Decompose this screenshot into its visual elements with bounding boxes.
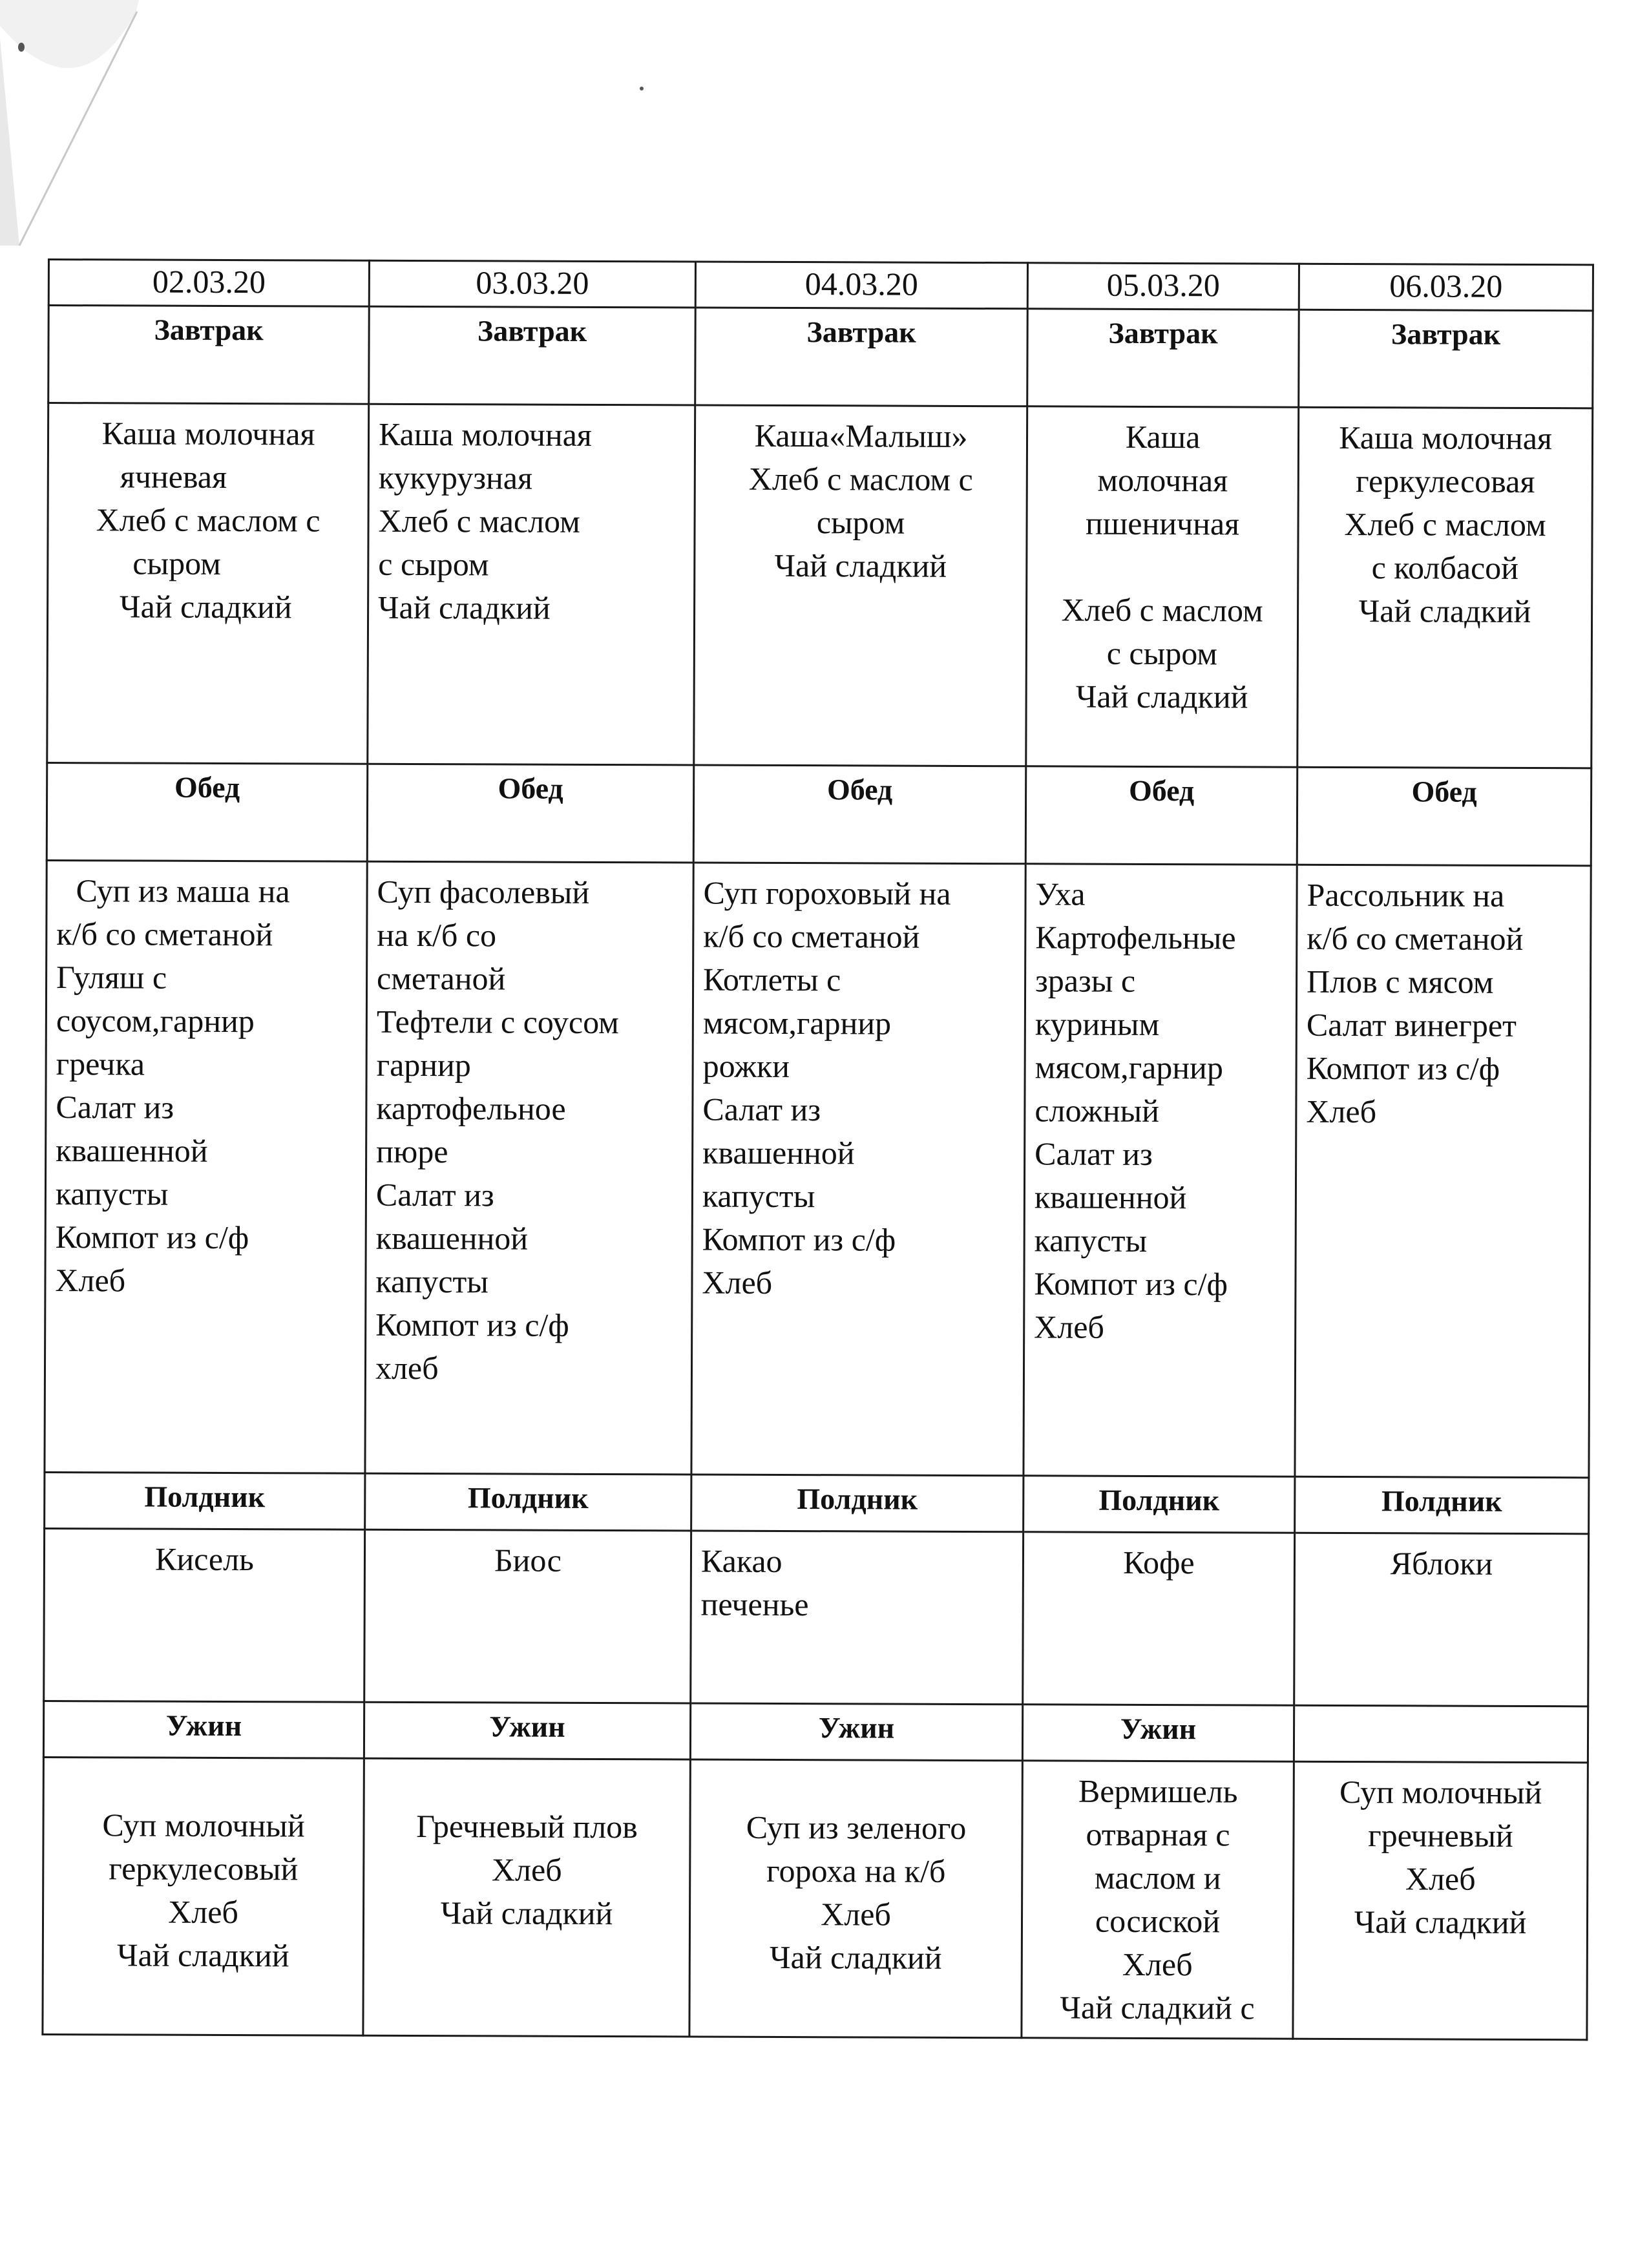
snack-label-row <box>45 1472 1589 1533</box>
dish: на к/б со <box>377 916 497 954</box>
lunch-dishes-row <box>45 860 1591 1477</box>
lunch-label-row <box>47 763 1591 866</box>
dish: Гуляш с <box>56 959 167 996</box>
dish: Суп молочный <box>1339 1773 1542 1811</box>
dish: Чай сладкий <box>120 588 292 625</box>
dish: к/б со сметаной <box>703 918 920 955</box>
meal-label-snack: Полдник <box>45 1472 365 1529</box>
dish: Чай сладкий с <box>1060 1989 1255 2026</box>
dish: хлеб <box>375 1349 439 1387</box>
meal-label-lunch: Обед <box>1297 767 1591 866</box>
dish: ячневая <box>120 458 227 495</box>
dish: Плов с мясом <box>1307 963 1494 1000</box>
dish: сметаной <box>377 960 506 997</box>
snack-cell <box>1023 1532 1295 1705</box>
meal-label-snack: Полдник <box>1024 1476 1295 1533</box>
dish: геркулесовая <box>1356 463 1535 500</box>
meal-label-dinner: Ужин <box>43 1701 364 1758</box>
scan-speck <box>18 43 25 52</box>
dish: Каша молочная <box>1339 419 1553 457</box>
dish: Картофельные <box>1035 919 1236 956</box>
breakfast-cell <box>694 405 1027 766</box>
dish: Чай сладкий <box>1358 593 1531 630</box>
snack-cell <box>1294 1533 1589 1706</box>
meal-label-breakfast: Завтрак <box>369 306 696 405</box>
dish: капусты <box>1034 1222 1148 1259</box>
dish: Каша <box>1125 418 1201 456</box>
dish: Компот из с/ф <box>1034 1265 1228 1303</box>
dish: с сыром <box>1106 635 1218 672</box>
snack-cell <box>44 1528 365 1702</box>
breakfast-cell <box>368 404 695 765</box>
dish: Компот из с/ф <box>1306 1049 1500 1087</box>
dish: Чай сладкий <box>769 1938 942 1976</box>
dish: Уха <box>1035 876 1086 912</box>
dish: Салат из <box>1035 1135 1153 1172</box>
dish: квашенной <box>56 1132 208 1169</box>
dish: мясом,гарнир <box>702 1004 892 1042</box>
date-header-row <box>48 260 1593 311</box>
dish: Компот из с/ф <box>375 1306 569 1343</box>
meal-label-snack: Полдник <box>691 1475 1024 1532</box>
dish: молочная <box>1097 461 1228 499</box>
dish: сосиской <box>1095 1902 1221 1940</box>
dish: картофельное <box>376 1089 566 1127</box>
dish: Чай сладкий <box>774 547 947 584</box>
meal-label-lunch: Обед <box>693 765 1026 864</box>
dish: Хлеб <box>1405 1860 1476 1897</box>
dish: Каша молочная <box>378 415 592 453</box>
meal-label-dinner: Ужин <box>690 1703 1022 1761</box>
dish: Чай сладкий <box>1354 1904 1527 1941</box>
dinner-cell <box>1022 1761 1294 2039</box>
dish: Салат из <box>375 1176 494 1213</box>
dinner-cell <box>43 1757 364 2035</box>
dish: Хлеб <box>168 1893 239 1931</box>
dish: гарнир <box>376 1046 471 1084</box>
dish: к/б со сметаной <box>1307 919 1524 957</box>
dish: гречка <box>56 1045 145 1082</box>
scan-speck <box>640 87 644 90</box>
dish: Хлеб <box>55 1262 126 1299</box>
snack-dishes-row <box>44 1528 1589 1706</box>
dish: отварная с <box>1086 1816 1230 1853</box>
date-cell: 02.03.20 <box>48 260 369 307</box>
dish: Каша«Малыш» <box>754 417 968 454</box>
meal-label-lunch: Обед <box>1025 766 1297 865</box>
dish: Компот из с/ф <box>702 1221 896 1258</box>
dish: гречневый <box>1368 1817 1513 1854</box>
dish: Рассольник на <box>1307 876 1505 914</box>
dish: Суп гороховый на <box>703 874 951 912</box>
dish: Хлеб с маслом <box>1061 591 1263 629</box>
meal-label-lunch: Обед <box>367 764 694 863</box>
meal-label-dinner <box>1294 1705 1588 1763</box>
dish: Хлеб <box>1122 1946 1193 1983</box>
meal-label-breakfast: Завтрак <box>1299 310 1593 408</box>
dish: куриным <box>1035 1005 1160 1043</box>
snack-cell <box>691 1531 1024 1705</box>
dish: Компот из с/ф <box>55 1219 249 1256</box>
dish: геркулесовый <box>109 1850 299 1887</box>
meal-label-breakfast: Завтрак <box>1027 309 1299 407</box>
dish: Салат винегрет <box>1306 1006 1517 1044</box>
dish: Хлеб с маслом <box>378 502 580 540</box>
dish: Суп из зеленого <box>746 1809 967 1846</box>
dish: сложный <box>1035 1092 1160 1129</box>
dish: мясом,гарнир <box>1035 1049 1223 1086</box>
dish: Хлеб <box>1306 1093 1377 1130</box>
dish: квашенной <box>702 1134 855 1171</box>
dish: Чай сладкий <box>440 1895 613 1932</box>
dish: Суп молочный <box>102 1807 305 1844</box>
lunch-cell <box>1024 864 1297 1476</box>
dish: Хлеб <box>1034 1308 1105 1345</box>
breakfast-cell <box>1297 407 1593 768</box>
dish: пюре <box>376 1133 448 1170</box>
dish: Хлеб <box>702 1264 773 1301</box>
dish: Хлеб с маслом с <box>96 501 320 539</box>
dish: капусты <box>702 1177 815 1215</box>
date-cell: 03.03.20 <box>369 260 695 308</box>
dish: зразы с <box>1035 962 1136 999</box>
dish: Кофе <box>1123 1544 1195 1581</box>
dish: Хлеб <box>821 1896 892 1933</box>
dish: с сыром <box>378 545 489 583</box>
dish: Чай сладкий <box>1075 678 1248 715</box>
dish: Хлеб <box>491 1851 562 1888</box>
meal-label-breakfast: Завтрак <box>48 306 370 404</box>
dish: Суп фасолевый <box>377 873 590 910</box>
lunch-cell <box>45 860 367 1473</box>
breakfast-label-row <box>48 306 1593 408</box>
dish: Чай сладкий <box>116 1937 289 1974</box>
dish: Кисель <box>154 1540 254 1578</box>
breakfast-dishes-row <box>47 403 1593 768</box>
dish: пшеничная <box>1085 505 1240 542</box>
dish: Суп из маша на <box>76 872 290 910</box>
breakfast-cell <box>1026 406 1299 767</box>
dish: Гречневый плов <box>416 1808 638 1845</box>
dish: Яблоки <box>1390 1545 1493 1582</box>
dish: Каша молочная <box>101 415 315 452</box>
dinner-dishes-row <box>43 1757 1588 2039</box>
dish: рожки <box>702 1047 790 1085</box>
meal-label-snack: Полдник <box>1295 1476 1589 1534</box>
dinner-cell <box>689 1759 1022 2038</box>
dish: квашенной <box>1034 1179 1187 1216</box>
meal-label-snack: Полдник <box>365 1473 691 1531</box>
lunch-cell <box>365 861 693 1475</box>
dish: Салат из <box>702 1091 821 1128</box>
dish: Биос <box>494 1542 562 1579</box>
snack-cell <box>364 1529 691 1703</box>
dish: Хлеб с маслом с <box>748 460 973 498</box>
dish: Хлеб с маслом <box>1344 506 1546 543</box>
weekly-menu-table <box>41 258 1594 2041</box>
dish: Чай сладкий <box>378 589 551 626</box>
dish: сыром <box>132 545 221 582</box>
dish: кукурузная <box>378 459 533 496</box>
dish: сыром <box>816 504 905 541</box>
dish: к/б со сметаной <box>56 916 273 953</box>
dish: Котлеты с <box>703 961 841 998</box>
dinner-cell <box>363 1758 690 2037</box>
lunch-cell <box>1295 865 1591 1478</box>
dish: капусты <box>375 1263 489 1300</box>
dinner-cell <box>1293 1761 1588 2040</box>
dish: капусты <box>55 1175 169 1212</box>
breakfast-cell <box>47 403 369 764</box>
dish: Салат из <box>56 1089 174 1126</box>
lunch-cell <box>691 863 1025 1476</box>
dish: Какао <box>700 1542 782 1579</box>
dish: маслом и <box>1094 1859 1221 1896</box>
date-cell: 04.03.20 <box>695 262 1027 309</box>
meal-label-breakfast: Завтрак <box>695 308 1028 406</box>
dish: с колбасой <box>1371 549 1519 586</box>
meal-label-dinner: Ужин <box>364 1702 690 1759</box>
dish: печенье <box>700 1586 809 1623</box>
dish: квашенной <box>375 1219 529 1257</box>
date-cell: 05.03.20 <box>1027 263 1299 310</box>
dinner-label-row <box>43 1701 1588 1762</box>
dish: соусом,гарнир <box>56 1002 255 1040</box>
meal-label-dinner: Ужин <box>1022 1705 1294 1761</box>
dish: гороха на к/б <box>766 1852 946 1889</box>
date-cell: 06.03.20 <box>1299 264 1593 311</box>
meal-label-lunch: Обед <box>47 763 368 862</box>
spacer <box>1036 545 1288 589</box>
dish: Вермишель <box>1078 1772 1238 1810</box>
dish: Тефтели с соусом <box>376 1003 619 1041</box>
